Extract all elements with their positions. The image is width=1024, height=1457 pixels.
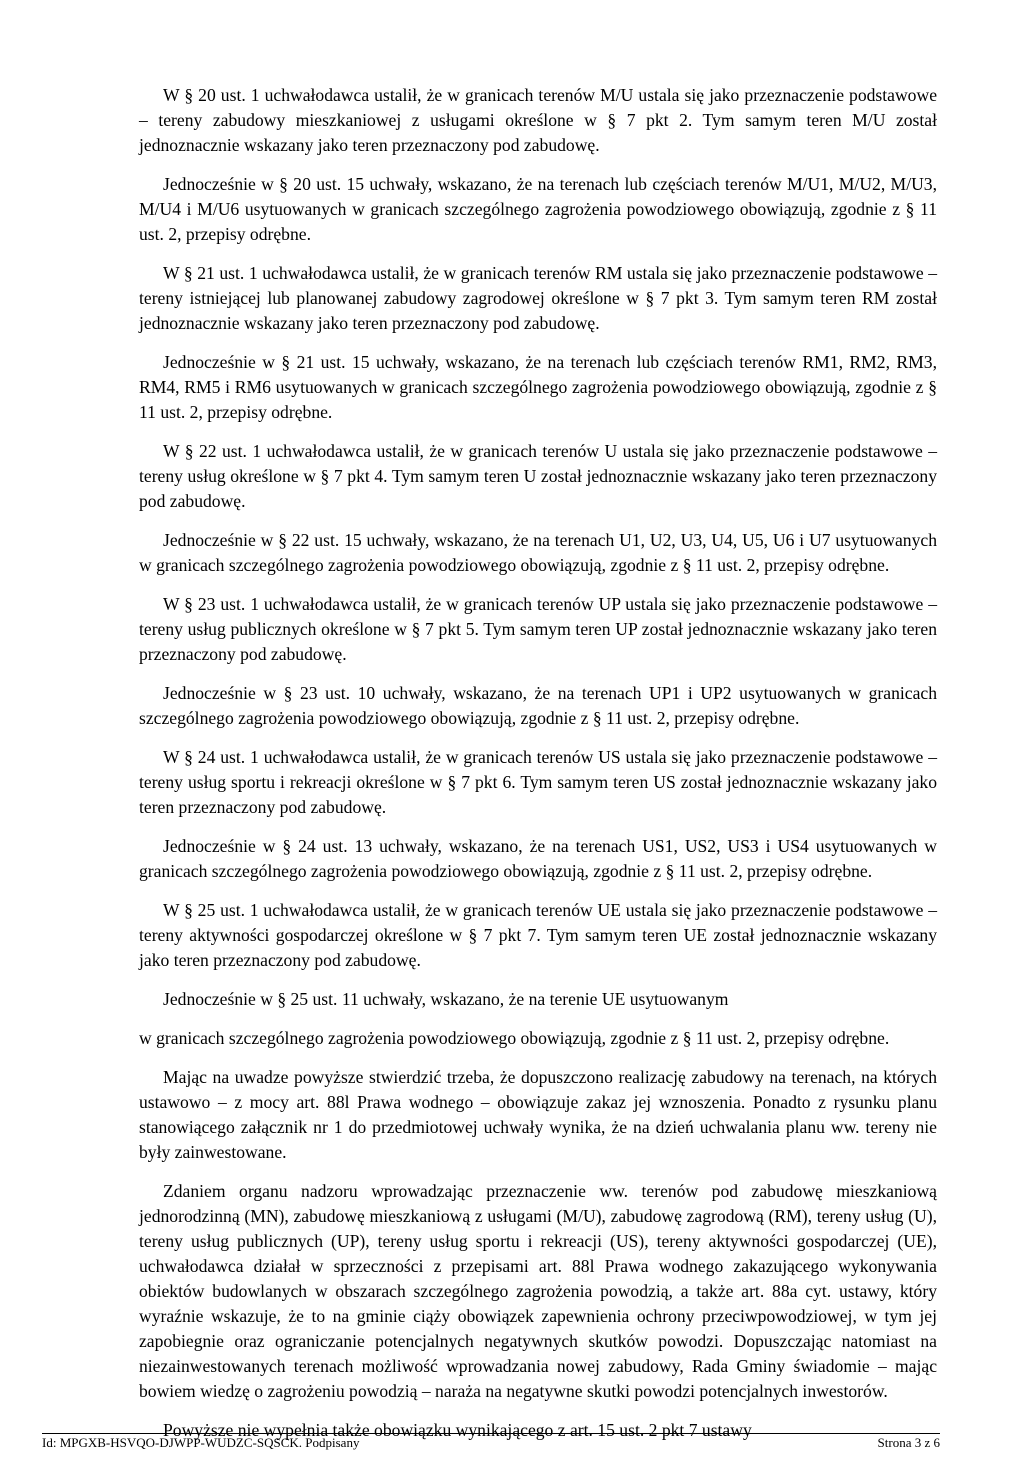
paragraph-conclusion: Mając na uwadze powyższe stwierdzić trzeba, że dopuszczono realizację zabudowy na terenach, na których ustawowo – z mocy art. 88l Prawa wodnego – obowiązuje zakaz jej wznoszenia. Ponadto z rysunku planu stanowiącego załącznik nr 1 do przedmiotowej uchwały wynika, że na dzień uchwalania planu ww. tereny nie były zainwestowane. bbox=[139, 1067, 937, 1162]
page-number: Strona 3 z 6 bbox=[877, 1435, 940, 1450]
paragraph-supervisory-opinion: Zdaniem organu nadzoru wprowadzając przeznaczenie ww. terenów pod zabudowę mieszkaniową jednorodzinną (MN), zabudowę mieszkaniową z usługami (M/U), zabudowę zagrodową (RM), tereny usług (U), tereny usług publicznych (UP), tereny usług sportu i rekreacji (US), tereny aktywności gospodarczej (UE), uchwałodawca działał w sprzeczności z przepisami art. 88l Prawa wodnego zakazującego wykonywania obiektów budowlanych w obszarach szczególnego zagrożenia powodzią, a także art. 88a cyt. ustawy, który wyraźnie wskazuje, że to na gminie ciąży obowiązek zapewnienia ochrony przeciwpowodziowej, w tym jej zapobiegnie oraz ograniczanie potencjalnych negatywnych skutków powodzi. Dopuszczając natomiast na niezainwestowanych terenach możliwość wprowadzania nowej zabudowy, Rada Gminy świadomie – mając bowiem wiedzę o zagrożeniu powodzią – naraża na negatywne skutki powodzi potencjalnych inwestorów. bbox=[139, 1181, 937, 1401]
footer-divider bbox=[42, 1433, 940, 1434]
paragraph-22-1: W § 22 ust. 1 uchwałodawca ustalił, że w granicach terenów U ustala się jako przeznaczenie podstawowe – tereny usług określone w § 7 pkt 4. Tym samym teren U został jednoznacznie wskazany jako teren przeznaczony pod zabudowę. bbox=[139, 441, 937, 511]
document-id: Id: MPGXB-HSVQO-DJWPP-WUDZC-SQSCK. Podpisany bbox=[42, 1435, 360, 1450]
paragraph-22-15: Jednocześnie w § 22 ust. 15 uchwały, wskazano, że na terenach U1, U2, U3, U4, U5, U6 i U7 usytuowanych w granicach szczególnego zagrożenia powodziowego obowiązują, zgodnie z § 11 ust. 2, przepisy odrębne. bbox=[139, 530, 937, 575]
paragraph-23-1: W § 23 ust. 1 uchwałodawca ustalił, że w granicach terenów UP ustala się jako przeznaczenie podstawowe – tereny usług publicznych określone w § 7 pkt 5. Tym samym teren UP został jednoznacznie wskazany jako teren przeznaczony pod zabudowę. bbox=[139, 594, 937, 664]
paragraph-25-1: W § 25 ust. 1 uchwałodawca ustalił, że w granicach terenów UE ustala się jako przeznaczenie podstawowe – tereny aktywności gospodarczej określone w § 7 pkt 7. Tym samym teren UE został jednoznacznie wskazany jako teren przeznaczony pod zabudowę. bbox=[139, 900, 937, 970]
paragraph-20-15: Jednocześnie w § 20 ust. 15 uchwały, wskazano, że na terenach lub częściach terenów M/U1, M/U2, M/U3, M/U4 i M/U6 usytuowanych w granicach szczególnego zagrożenia powodziowego obowiązują, zgodnie z § 11 ust. 2, przepisy odrębne. bbox=[139, 174, 937, 244]
paragraph-21-15: Jednocześnie w § 21 ust. 15 uchwały, wskazano, że na terenach lub częściach terenów RM1, RM2, RM3, RM4, RM5 i RM6 usytuowanych w granicach szczególnego zagrożenia powodziowego obowiązują, zgodnie z § 11 ust. 2, przepisy odrębne. bbox=[139, 352, 937, 422]
paragraph-24-13: Jednocześnie w § 24 ust. 13 uchwały, wskazano, że na terenach US1, US2, US3 i US4 usytuowanych w granicach szczególnego zagrożenia powodziowego obowiązują, zgodnie z § 11 ust. 2, przepisy odrębne. bbox=[139, 836, 937, 881]
document-body bbox=[139, 83, 937, 1457]
paragraph-20-1: W § 20 ust. 1 uchwałodawca ustalił, że w granicach terenów M/U ustala się jako przeznaczenie podstawowe – tereny zabudowy mieszkaniowej z usługami określone w § 7 pkt 2. Tym samym teren M/U został jednoznacznie wskazany jako teren przeznaczony pod zabudowę. bbox=[139, 85, 937, 155]
paragraph-24-1: W § 24 ust. 1 uchwałodawca ustalił, że w granicach terenów US ustala się jako przeznaczenie podstawowe – tereny usług sportu i rekreacji określone w § 7 pkt 6. Tym samym teren US został jednoznacznie wskazany jako teren przeznaczony pod zabudowę. bbox=[139, 747, 937, 817]
page-footer bbox=[42, 1435, 940, 1451]
paragraph-23-10: Jednocześnie w § 23 ust. 10 uchwały, wskazano, że na terenach UP1 i UP2 usytuowanych w granicach szczególnego zagrożenia powodziowego obowiązują, zgodnie z § 11 ust. 2, przepisy odrębne. bbox=[139, 683, 937, 728]
paragraph-21-1: W § 21 ust. 1 uchwałodawca ustalił, że w granicach terenów RM ustala się jako przeznaczenie podstawowe – tereny istniejącej lub planowanej zabudowy zagrodowej określone w § 7 pkt 3. Tym samym teren RM został jednoznacznie wskazany jako teren przeznaczony pod zabudowę. bbox=[139, 263, 937, 333]
paragraph-25-11-continued: w granicach szczególnego zagrożenia powodziowego obowiązują, zgodnie z § 11 ust. 2, przepisy odrębne. bbox=[139, 1028, 890, 1048]
paragraph-final: Powyższe nie wypełnia także obowiązku wynikającego z art. 15 ust. 2 pkt 7 ustawy bbox=[163, 1420, 752, 1440]
paragraph-25-11: Jednocześnie w § 25 ust. 11 uchwały, wskazano, że na terenie UE usytuowanym bbox=[163, 989, 729, 1009]
